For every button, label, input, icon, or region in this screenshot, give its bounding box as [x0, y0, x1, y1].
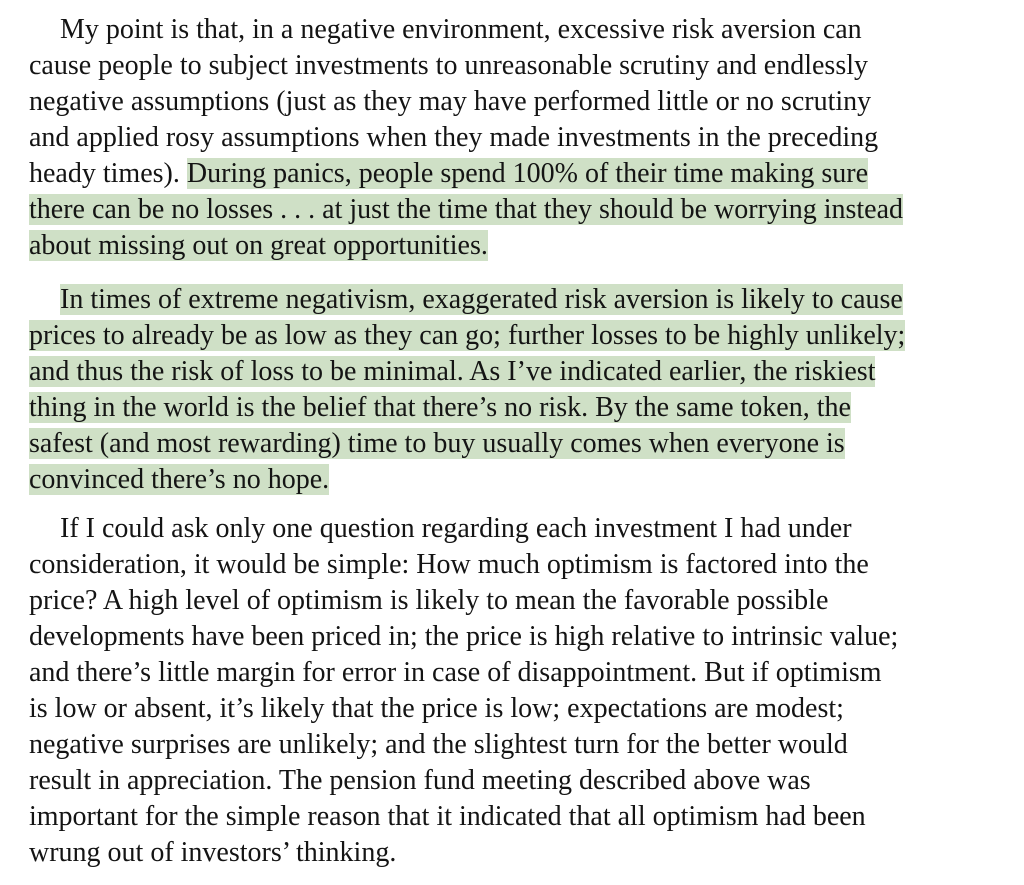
text-line [29, 120, 878, 156]
highlighted-text: During panics, people spend 100% of their time making sure [186, 158, 869, 189]
highlighted-text: prices to already be as low as they can go; further losses to be highly unlikely; [29, 320, 906, 351]
text-line [29, 156, 868, 192]
text-segment: negative surprises are unlikely; and the slightest turn for the better would [29, 729, 848, 760]
text-segment: result in appreciation. The pension fund meeting described above was [29, 765, 811, 796]
highlighted-text: convinced there’s no hope. [29, 464, 330, 495]
highlighted-text: and thus the risk of loss to be minimal. As I’ve indicated earlier, the riskiest [29, 356, 876, 387]
text-line [29, 799, 866, 835]
text-line [29, 354, 875, 390]
text-line [29, 619, 898, 655]
text-line [29, 583, 828, 619]
highlighted-text: there can be no losses . . . at just the time that they should be worrying instead [29, 194, 904, 225]
highlighted-text: thing in the world is the belief that there’s no risk. By the same token, the [29, 392, 851, 423]
text-segment: and applied rosy assumptions when they made investments in the preceding [29, 122, 879, 153]
text-line [29, 655, 882, 691]
text-line [29, 462, 329, 498]
highlighted-text: safest (and most rewarding) time to buy usually comes when everyone is [29, 428, 845, 459]
text-line [29, 727, 848, 763]
highlighted-text: In times of extreme negativism, exaggerated risk aversion is likely to cause [60, 284, 903, 315]
text-segment: My point is that, in a negative environment, excessive risk aversion can [60, 14, 862, 45]
text-line [29, 426, 845, 462]
text-line [29, 547, 869, 583]
text-segment: cause people to subject investments to unreasonable scrutiny and endlessly [29, 50, 869, 81]
text-line [29, 835, 396, 871]
text-segment: important for the simple reason that it indicated that all optimism had been [29, 801, 866, 832]
text-segment: is low or absent, it’s likely that the price is low; expectations are modest; [29, 693, 844, 724]
text-segment: and there’s little margin for error in case of disappointment. But if optimism [29, 657, 882, 688]
text-segment: price? A high level of optimism is likely to mean the favorable possible [29, 585, 829, 616]
text-line [60, 282, 903, 318]
text-line [29, 48, 868, 84]
text-line [29, 192, 903, 228]
highlighted-text: about missing out on great opportunities. [29, 230, 488, 261]
text-segment: wrung out of investors’ thinking. [29, 837, 397, 868]
text-line [60, 511, 852, 547]
text-line [29, 84, 871, 120]
text-line [29, 390, 851, 426]
text-segment: developments have been priced in; the price is high relative to intrinsic value; [29, 621, 899, 652]
text-segment: negative assumptions (just as they may have performed little or no scrutiny [29, 86, 872, 117]
text-line [29, 318, 905, 354]
text-line [60, 12, 862, 48]
text-line [29, 691, 844, 727]
text-segment: heady times). [29, 158, 187, 189]
text-line [29, 228, 488, 264]
text-line [29, 763, 811, 799]
text-segment: consideration, it would be simple: How much optimism is factored into the [29, 549, 869, 580]
text-segment: If I could ask only one question regarding each investment I had under [60, 513, 852, 544]
